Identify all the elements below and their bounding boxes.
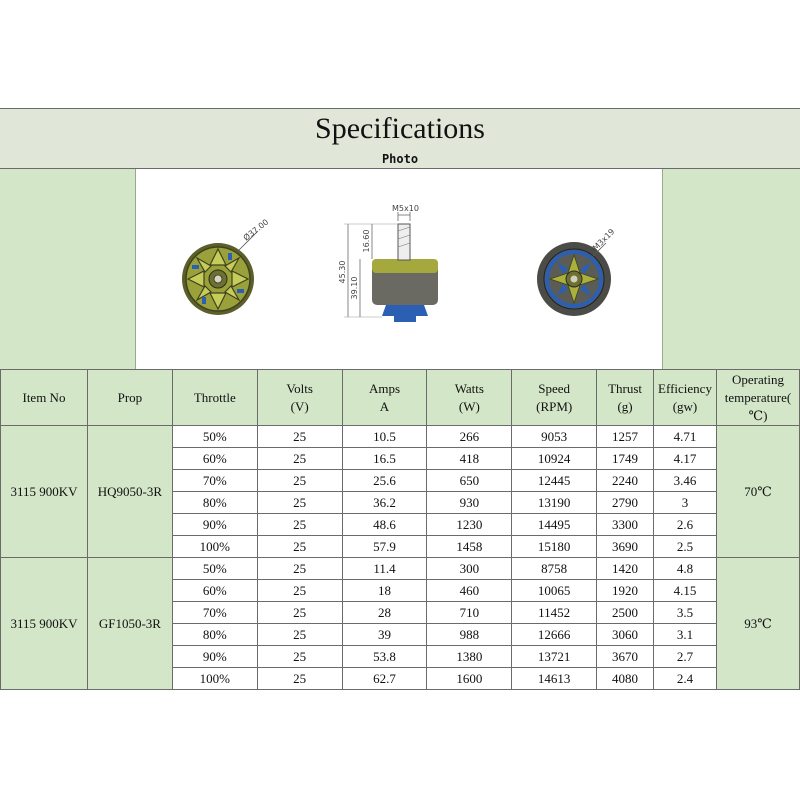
page-title: Specifications: [0, 108, 800, 150]
header-line: A: [379, 398, 390, 414]
col-throttle-header: [172, 370, 257, 426]
efficiency-cell: 2.7: [654, 646, 717, 668]
volts-cell: 25: [257, 580, 342, 602]
header-line: Thrust: [608, 380, 643, 396]
speed-cell: 10065: [512, 580, 597, 602]
header-line: Speed: [538, 380, 571, 396]
col-item-no-header: [1, 370, 88, 426]
amps-cell: 18: [342, 580, 427, 602]
watts-cell: 1600: [427, 668, 512, 690]
thrust-cell: 2790: [597, 492, 654, 514]
spec-body: [1, 426, 800, 690]
spec-sheet: [0, 108, 800, 692]
motor-drawing: [136, 169, 662, 376]
header-line: temperature(: [724, 389, 792, 405]
motor-side-view: [338, 204, 438, 322]
header-line: Item No: [22, 389, 66, 405]
throttle-cell: 50%: [172, 426, 257, 448]
efficiency-cell: 3: [654, 492, 717, 514]
thrust-cell: 3690: [597, 536, 654, 558]
col-prop-header: [87, 370, 172, 426]
amps-cell: 57.9: [342, 536, 427, 558]
motor-top-view: [182, 217, 270, 315]
thrust-cell: 4080: [597, 668, 654, 690]
amps-cell: 16.5: [342, 448, 427, 470]
amps-cell: 53.8: [342, 646, 427, 668]
volts-cell: 25: [257, 602, 342, 624]
volts-cell: 25: [257, 470, 342, 492]
col-watts-header: [427, 370, 512, 426]
prop-cell: GF1050-3R: [87, 558, 172, 690]
thrust-cell: 3300: [597, 514, 654, 536]
header-line: Watts: [454, 380, 484, 396]
col-operating-temperature-header: [716, 370, 799, 426]
volts-cell: 25: [257, 426, 342, 448]
header-line: Volts: [286, 380, 313, 396]
header-line: Operating: [732, 371, 784, 387]
volts-cell: 25: [257, 558, 342, 580]
watts-cell: 1380: [427, 646, 512, 668]
throttle-cell: 60%: [172, 448, 257, 470]
efficiency-cell: 2.4: [654, 668, 717, 690]
thrust-cell: 2240: [597, 470, 654, 492]
col-speed-header: [512, 370, 597, 426]
table-row: [1, 426, 800, 448]
speed-cell: 12666: [512, 624, 597, 646]
table-row: [1, 558, 800, 580]
throttle-cell: 60%: [172, 580, 257, 602]
diameter-label: Ø37.00: [241, 217, 271, 243]
speed-cell: 11452: [512, 602, 597, 624]
speed-cell: 15180: [512, 536, 597, 558]
volts-cell: 25: [257, 448, 342, 470]
efficiency-cell: 3.1: [654, 624, 717, 646]
amps-cell: 48.6: [342, 514, 427, 536]
watts-cell: 300: [427, 558, 512, 580]
header-row: [1, 370, 800, 426]
amps-cell: 36.2: [342, 492, 427, 514]
efficiency-cell: 4.17: [654, 448, 717, 470]
watts-cell: 266: [427, 426, 512, 448]
efficiency-cell: 3.46: [654, 470, 717, 492]
throttle-cell: 70%: [172, 470, 257, 492]
bolt-label: M3x19: [591, 227, 617, 253]
thrust-cell: 3670: [597, 646, 654, 668]
throttle-cell: 90%: [172, 646, 257, 668]
efficiency-cell: 4.8: [654, 558, 717, 580]
header-line: Amps: [368, 380, 401, 396]
col-amps-header: [342, 370, 427, 426]
header-line: (g): [617, 398, 633, 414]
speed-cell: 14495: [512, 514, 597, 536]
height-body-label: 39.10: [350, 276, 359, 300]
header-line: Throttle: [193, 389, 236, 405]
speed-cell: 13721: [512, 646, 597, 668]
speed-cell: 9053: [512, 426, 597, 448]
height-total-label: 45.30: [338, 260, 347, 284]
watts-cell: 650: [427, 470, 512, 492]
header-line: (gw): [672, 398, 698, 414]
volts-cell: 25: [257, 624, 342, 646]
efficiency-cell: 2.5: [654, 536, 717, 558]
photo-row: [0, 169, 800, 377]
thrust-cell: 3060: [597, 624, 654, 646]
throttle-cell: 80%: [172, 492, 257, 514]
prop-cell: HQ9050-3R: [87, 426, 172, 558]
temperature-cell: 93℃: [716, 558, 799, 690]
item-no-cell: 3115 900KV: [1, 426, 88, 558]
col-volts-header: [257, 370, 342, 426]
throttle-cell: 90%: [172, 514, 257, 536]
volts-cell: 25: [257, 492, 342, 514]
volts-cell: 25: [257, 646, 342, 668]
shaft-label: M5x10: [392, 204, 419, 213]
amps-cell: 10.5: [342, 426, 427, 448]
amps-cell: 39: [342, 624, 427, 646]
item-no-cell: 3115 900KV: [1, 558, 88, 690]
amps-cell: 25.6: [342, 470, 427, 492]
volts-cell: 25: [257, 668, 342, 690]
thrust-cell: 1257: [597, 426, 654, 448]
spec-table: [0, 369, 800, 690]
height-shaft-label: 16.60: [362, 229, 371, 253]
watts-cell: 930: [427, 492, 512, 514]
volts-cell: 25: [257, 514, 342, 536]
thrust-cell: 2500: [597, 602, 654, 624]
throttle-cell: 50%: [172, 558, 257, 580]
header-line: Efficiency: [658, 380, 712, 396]
amps-cell: 28: [342, 602, 427, 624]
thrust-cell: 1420: [597, 558, 654, 580]
speed-cell: 12445: [512, 470, 597, 492]
motor-bottom-view: [537, 227, 616, 316]
throttle-cell: 70%: [172, 602, 257, 624]
photo-divider-right: [662, 169, 663, 376]
throttle-cell: 100%: [172, 536, 257, 558]
header-line: (RPM): [536, 398, 573, 414]
volts-cell: 25: [257, 536, 342, 558]
col-thrust-header: [597, 370, 654, 426]
photo-label: Photo: [0, 149, 800, 169]
efficiency-cell: 4.71: [654, 426, 717, 448]
throttle-cell: 100%: [172, 668, 257, 690]
watts-cell: 418: [427, 448, 512, 470]
motor-photo: [136, 169, 662, 376]
col-efficiency-header: [654, 370, 717, 426]
header-line: (W): [458, 398, 480, 414]
watts-cell: 1230: [427, 514, 512, 536]
header-line: ℃): [748, 407, 768, 423]
watts-cell: 710: [427, 602, 512, 624]
efficiency-cell: 2.6: [654, 514, 717, 536]
amps-cell: 11.4: [342, 558, 427, 580]
watts-cell: 1458: [427, 536, 512, 558]
throttle-cell: 80%: [172, 624, 257, 646]
speed-cell: 10924: [512, 448, 597, 470]
header-line: Prop: [117, 389, 143, 405]
thrust-cell: 1749: [597, 448, 654, 470]
efficiency-cell: 3.5: [654, 602, 717, 624]
speed-cell: 13190: [512, 492, 597, 514]
speed-cell: 8758: [512, 558, 597, 580]
efficiency-cell: 4.15: [654, 580, 717, 602]
header-line: (V): [290, 398, 309, 414]
watts-cell: 988: [427, 624, 512, 646]
amps-cell: 62.7: [342, 668, 427, 690]
speed-cell: 14613: [512, 668, 597, 690]
watts-cell: 460: [427, 580, 512, 602]
thrust-cell: 1920: [597, 580, 654, 602]
temperature-cell: 70℃: [716, 426, 799, 558]
